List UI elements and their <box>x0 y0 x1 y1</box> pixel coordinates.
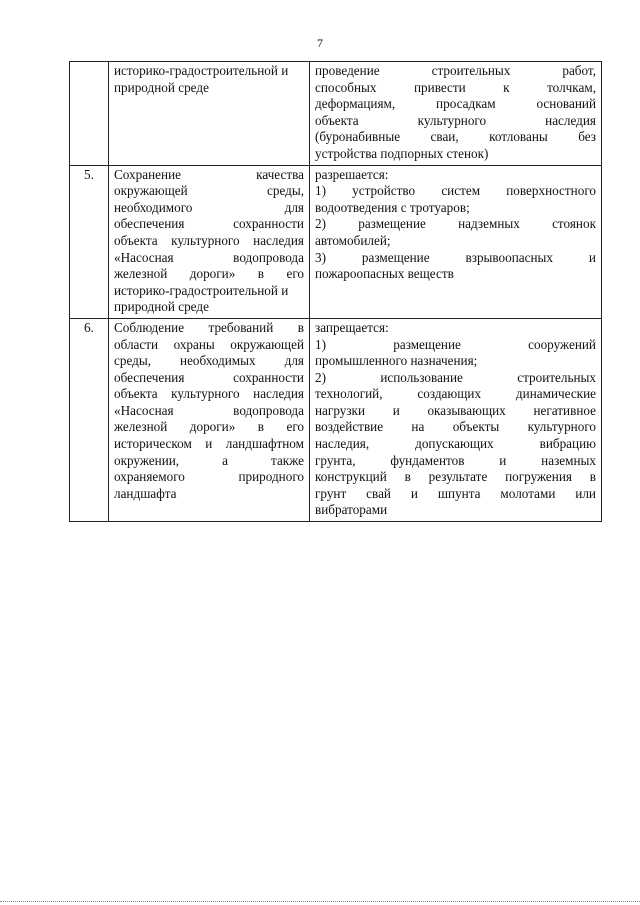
text-line: объекта культурного наследия <box>114 232 304 248</box>
text-line: железной дороги» в его <box>114 419 304 435</box>
table-row <box>70 62 602 166</box>
requirement-cell <box>109 62 310 166</box>
text-line: пожароопасных веществ <box>315 266 454 282</box>
text-line: конструкций в результате погружения в <box>315 469 596 485</box>
text-line: (буронабивные сваи, котлованы без <box>315 129 596 145</box>
requirement-cell <box>109 318 310 521</box>
text-line: «Насосная водопровода <box>114 402 304 418</box>
text-line: окружающей среды, <box>114 183 304 199</box>
requirement-cell <box>109 165 310 318</box>
text-line: 2) размещение надземных стоянок <box>315 216 596 232</box>
text-line: охраняемого природного <box>114 469 304 485</box>
row-number-cell: 5. <box>70 165 109 318</box>
text-line: железной дороги» в его <box>114 266 304 282</box>
text-line: способных привести к толчкам, <box>315 79 596 95</box>
text-line: 3) размещение взрывоопасных и <box>315 249 596 265</box>
text-line: запрещается: <box>315 319 389 335</box>
table-row <box>70 165 602 318</box>
text-line: историческом и ландшафтном <box>114 436 304 452</box>
text-line: проведение строительных работ, <box>315 63 596 78</box>
text-line: разрешается: <box>315 166 389 182</box>
row-number-cell <box>70 62 109 166</box>
regulations-table <box>69 61 602 522</box>
text-line: нагрузки и оказывающих негативное <box>315 402 596 418</box>
text-line: объекта культурного наследия <box>315 112 596 128</box>
text-line: объекта культурного наследия <box>114 386 304 402</box>
text-line: области охраны окружающей <box>114 336 304 352</box>
text-line: 1) устройство систем поверхностного <box>315 183 596 199</box>
scan-edge-rule <box>0 901 640 902</box>
text-line: обеспечения сохранности <box>114 369 304 385</box>
text-line: историко-градостроительной и <box>114 63 289 78</box>
regulation-cell <box>310 62 602 166</box>
text-line: устройства подпорных стенок) <box>315 145 489 161</box>
text-line: вибраторами <box>315 502 388 518</box>
regulation-cell <box>310 318 602 521</box>
text-line: автомобилей; <box>315 232 391 248</box>
text-line: водоотведения с тротуаров; <box>315 199 470 215</box>
text-line: промышленного назначения; <box>315 353 478 369</box>
text-line: технологий, создающих динамические <box>315 386 596 402</box>
table-row <box>70 318 602 521</box>
text-line: наследия, допускающих вибрацию <box>315 436 596 452</box>
text-line: Сохранение качества <box>114 166 304 182</box>
text-line: необходимого для <box>114 199 304 215</box>
text-line: обеспечения сохранности <box>114 216 304 232</box>
text-line: природной среде <box>114 299 209 315</box>
text-line: окружении, а также <box>114 452 304 468</box>
text-line: ландшафта <box>114 485 177 501</box>
text-line: 2) использование строительных <box>315 369 596 385</box>
text-line: грунт свай и шпунта молотами или <box>315 485 596 501</box>
text-line: Соблюдение требований в <box>114 319 304 335</box>
text-line: грунта, фундаментов и наземных <box>315 452 596 468</box>
text-line: 1) размещение сооружений <box>315 336 596 352</box>
text-line: деформациям, просадкам оснований <box>315 96 596 112</box>
page-number: 7 <box>317 36 323 50</box>
text-line: среды, необходимых для <box>114 353 304 369</box>
text-line: «Насосная водопровода <box>114 249 304 265</box>
row-number-cell: 6. <box>70 318 109 521</box>
text-line: природной среде <box>114 79 209 95</box>
text-line: воздействие на объекты культурного <box>315 419 596 435</box>
text-line: историко-градостроительной и <box>114 282 289 298</box>
regulation-cell <box>310 165 602 318</box>
